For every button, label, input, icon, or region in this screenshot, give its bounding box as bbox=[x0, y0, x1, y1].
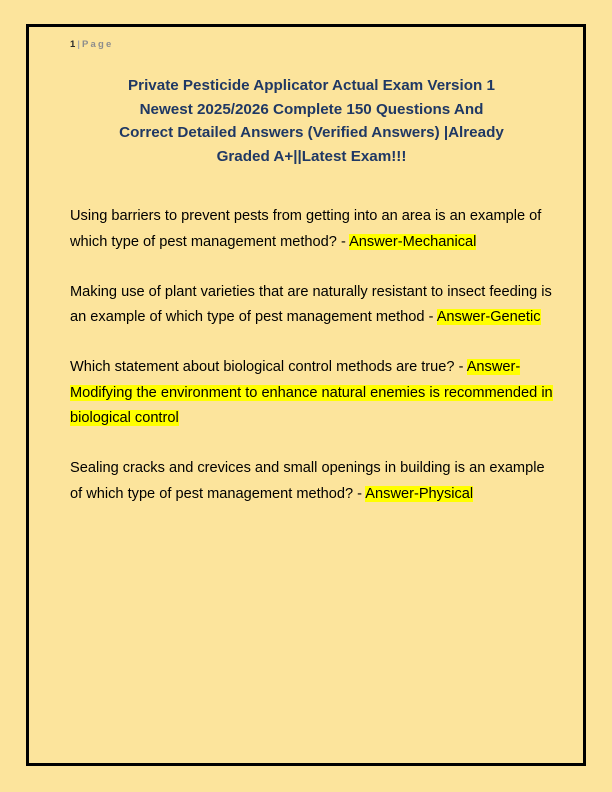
page-header bbox=[70, 37, 553, 53]
header-page-number: 1 bbox=[70, 39, 76, 50]
title-line-1: Private Pesticide Applicator Actual Exam Version 1 bbox=[128, 77, 495, 94]
answer-highlight: Answer-Modifying the environment to enhance natural enemies is recommended in biological control bbox=[70, 359, 553, 426]
question-text: Which statement about biological control methods are true? - bbox=[70, 359, 467, 375]
title-line-2: Newest 2025/2026 Complete 150 Questions And bbox=[139, 100, 484, 118]
header-separator: | bbox=[77, 39, 80, 50]
page-content-area bbox=[29, 27, 583, 763]
answer-highlight: Answer-Genetic bbox=[436, 309, 541, 325]
qa-list bbox=[70, 204, 553, 507]
qa-block bbox=[70, 456, 553, 507]
question-text: Making use of plant varieties that are naturally resistant to insect feeding is an example of which type of pest management method - bbox=[70, 283, 552, 325]
qa-block bbox=[70, 204, 553, 255]
qa-block bbox=[70, 355, 553, 432]
qa-block bbox=[70, 280, 553, 331]
header-page-label: Page bbox=[81, 39, 114, 50]
answer-highlight: Answer-Mechanical bbox=[349, 233, 477, 250]
title-line-3: Correct Detailed Answers (Verified Answers) |Already bbox=[119, 124, 504, 141]
page-border-frame bbox=[26, 24, 586, 766]
document-title bbox=[70, 74, 553, 168]
answer-highlight: Answer-Physical bbox=[365, 485, 474, 502]
question-text: Using barriers to prevent pests from getting into an area is an example of which type of pest management method? - bbox=[70, 208, 542, 250]
question-text: Sealing cracks and crevices and small openings in building is an example of which type of pest management method? - bbox=[70, 460, 545, 502]
title-line-4: Graded A+||Latest Exam!!! bbox=[216, 147, 407, 165]
